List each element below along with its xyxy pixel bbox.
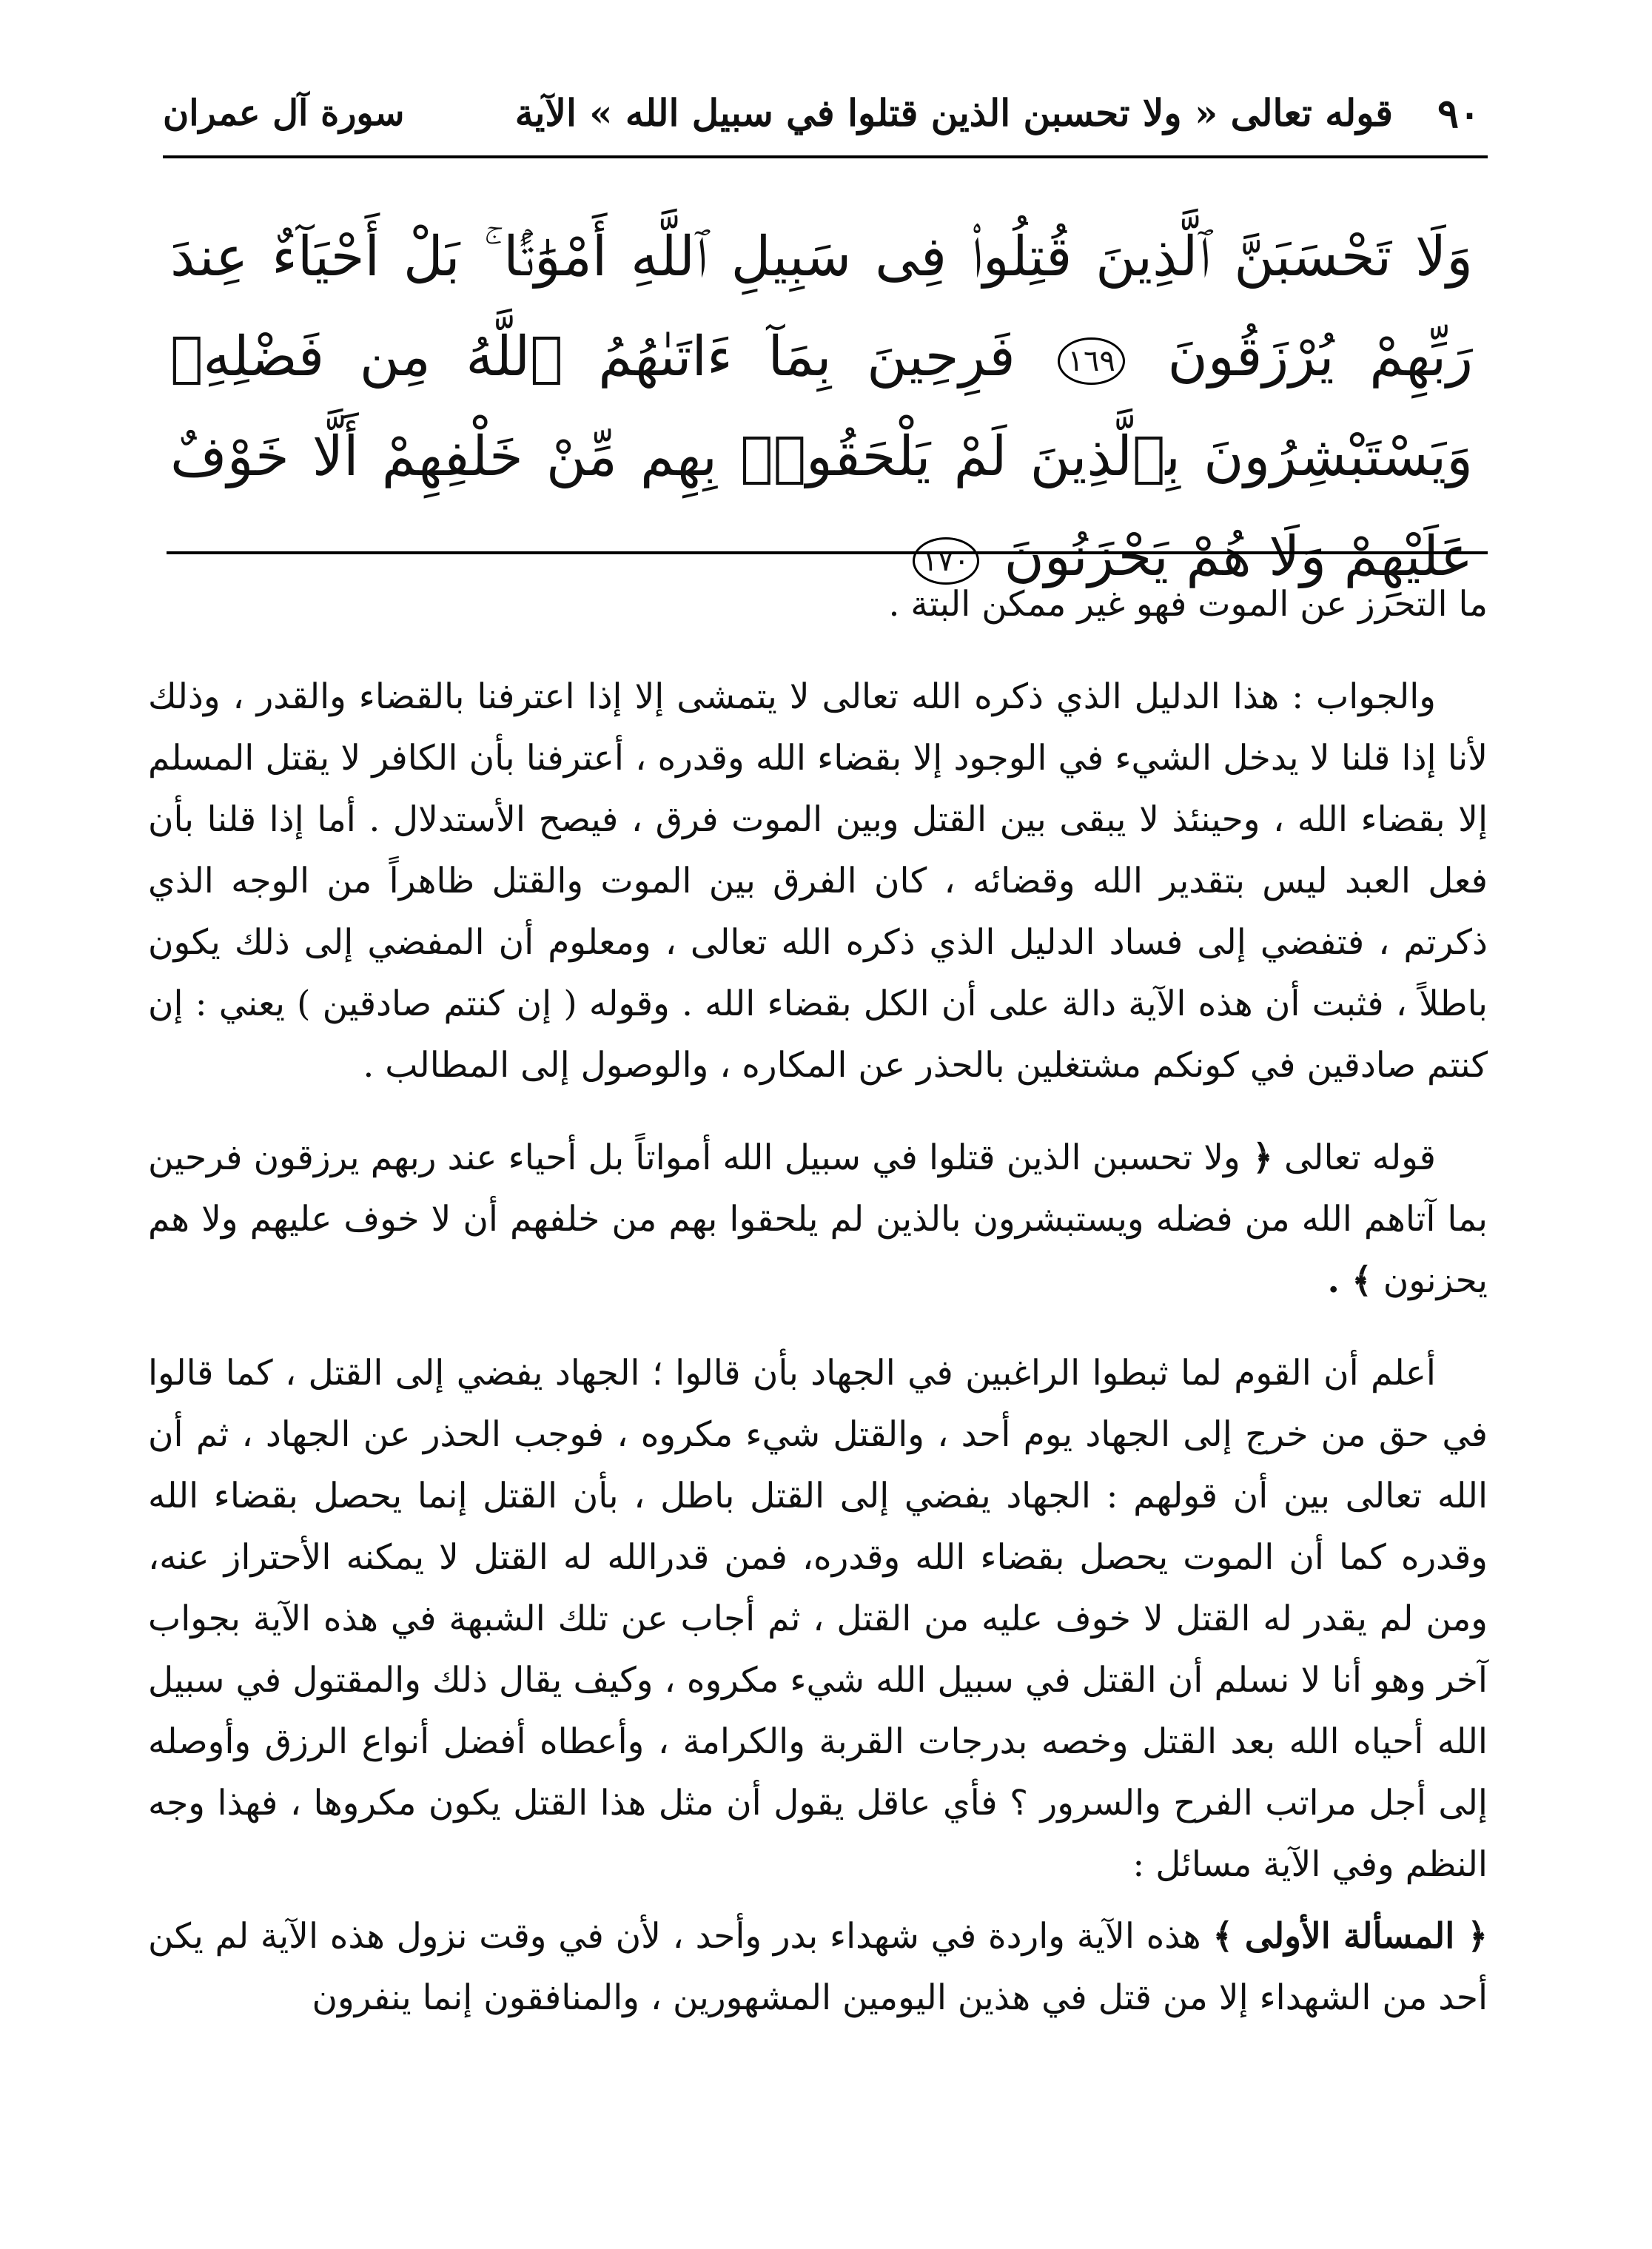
verse-number-marker: ١٧٠ — [913, 537, 979, 585]
verse-intro: قوله تعالى — [1284, 1137, 1436, 1178]
ornate-bracket-open: ﴿ — [1454, 1916, 1488, 1957]
verse-text-169: وَلَا تَحْسَبَنَّ ٱلَّذِينَ قُتِلُوا۟ فِى سَبِيلِ ٱللَّهِ أَمْوَٰتًۢا ۚ بَلْ أَحْيَآءٌ عِندَ رَبِّهِمْ يُرْزَقُونَ — [170, 225, 1473, 389]
paragraph: أعلم أن القوم لما ثبطوا الراغبين في الجهاد بأن قالوا ؛ الجهاد يفضي إلى القتل ، كما قالوا في حق من خرج إلى الجهاد يوم أحد ، والقتل شيء مكروه ، فوجب الحذر عن الجهاد ، ثم أن الله تعالى بين أن قولهم : الجهاد يفضي إلى القتل باطل ، بأن القتل إنما يحصل بقضاء الله وقدره كما أن الموت يحصل بقضاء الله وقدره، فمن قدرالله له القتل لا يمكنه الأحتراز عنه، ومن لم يقدر له القتل لا خوف عليه من القتل ، ثم أجاب عن تلك الشبهة في هذه الآية بجواب آخر وهو أنا لا نسلم أن القتل في سبيل الله شيء مكروه ، وكيف يقال ذلك والمقتول في سبيل الله أحياه الله بعد القتل وخصه بدرجات القربة والكرامة ، وأعطاه أفضل أنواع الرزق وأوصله إلى أجل مراتب الفرح والسرور ؟ فأي عاقل يقول أن مثل هذا القتل يكون مكروها ، فهذا وجه النظم وفي الآية مسائل : — [148, 1353, 1488, 1885]
paragraph — [148, 1127, 1488, 1311]
running-title: قوله تعالى « ولا تحسبن الذين قتلوا في سبيل الله » الآية — [514, 91, 1393, 135]
quoted-verse: ولا تحسبن الذين قتلوا في سبيل الله أمواتاً بل أحياء عند ربهم يرزقون فرحين بما آتاهم الله من فضله ويستبشرون بالذين لم يلحقوا بهم من خلفهم أن لا خوف عليهم ولا هم يحزنون — [148, 1137, 1488, 1301]
surah-name: سورة آل عمران — [163, 92, 405, 134]
ornate-bracket-open: ﴿ — [1240, 1137, 1273, 1178]
paragraph: والجواب : هذا الدليل الذي ذكره الله تعالى لا يتمشى إلا إذا اعترفنا بالقضاء والقدر ، وذلك لأنا إذا قلنا لا يدخل الشيء في الوجود إلا بقضاء الله وقدره ، أعترفنا بأن الكافر لا يقتل المسلم إلا بقضاء الله ، وحينئذ لا يبقى بين القتل وبين الموت فرق ، فيصح الأستدلال . أما إذا قلنا بأن فعل العبد ليس بتقدير الله وقضائه ، كان الفرق بين الموت والقتل ظاهراً من الوجه الذي ذكرتم ، فتفضي إلى فساد الدليل الذي ذكره الله تعالى ، ومعلوم أن المفضي إلى ذلك يكون باطلاً ، فثبت أن هذه الآية دالة على أن الكل بقضاء الله . وقوله ( إن كنتم صادقين ) يعني : إن كنتم صادقين في كونكم مشتغلين بالحذر عن المكاره ، والوصول إلى المطالب . — [148, 676, 1488, 1086]
page-number: ٩٠ — [1437, 89, 1480, 137]
header-rule — [163, 155, 1488, 158]
question-label: المسألة الأولى — [1244, 1916, 1455, 1957]
commentary-body — [148, 574, 1488, 2060]
verse-text-170: فَرِحِينَ بِمَآ ءَاتَىٰهُمُ ٱللَّهُ مِن فَضْلِهِۦ وَيَسْتَبْشِرُونَ بِٱلَّذِينَ لَمْ يَلْحَقُوا۟ بِهِم مِّنْ خَلْفِهِمْ أَلَّا خَوْفٌ عَلَيْهِمْ وَلَا هُمْ يَحْزَنُونَ — [170, 325, 1473, 588]
ornate-bracket-close: ﴾ — [1212, 1916, 1233, 1957]
page-header — [163, 78, 1480, 148]
question-text: هذه الآية واردة في شهداء بدر وأحد ، لأن في وقت نزول هذه الآية لم يكن أحد من الشهداء إلا من قتل في هذين اليومين المشهورين ، والمنافقون إنما ينفرون — [148, 1916, 1488, 2018]
quran-verse-block — [170, 207, 1473, 607]
verse-separator-rule — [167, 551, 1488, 554]
verse-number-marker: ١٦٩ — [1058, 337, 1124, 385]
paragraph — [148, 1906, 1488, 2028]
ornate-bracket-close: ﴾ . — [1327, 1260, 1372, 1301]
paragraph: ما التحرز عن الموت فهو غير ممكن البتة . — [888, 584, 1488, 625]
